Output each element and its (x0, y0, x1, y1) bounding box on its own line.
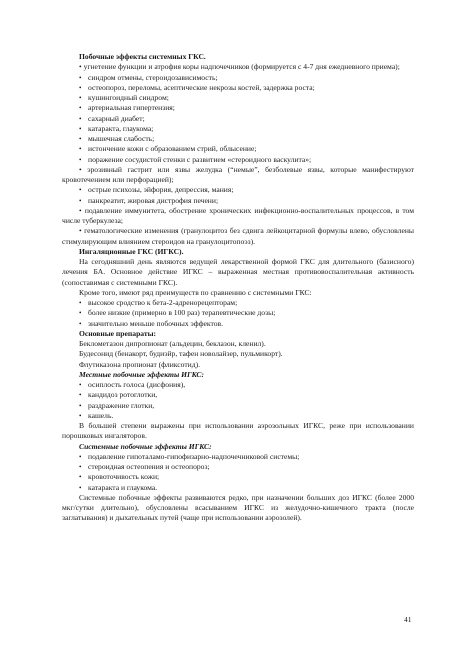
list-item: • осиплость голоса (дисфония), (79, 380, 186, 389)
list-item: • эрозивный гастрит или язвы желудка (“немые”, безболевые язвы, которые манифестируют кровотечением или перфорацией); (62, 164, 414, 184)
list-item: • остеопороз, переломы, асептические некрозы костей, задержка роста; (79, 82, 315, 92)
list-item: • кандидоз ротоглотки, (79, 390, 158, 400)
drug-line: Беклометазон дипропионат (альдецин, беклазон, кленил). (79, 339, 266, 348)
list-item: • панкреатит, жировая дистрофия печени; (79, 195, 219, 205)
list-item: • мышечная слабость; (79, 134, 155, 143)
list-item: • значительно меньше побочных эффектов. (79, 318, 224, 328)
paragraph: Системные побочные эффекты развиваются редко, при назначении больших доз ИГКС (более 2000 мкг/сутки длительно), обусловлены всасыванием ИГКС из желудочно-кишечного тракта (после заглатывания) и дыхательных путей (чаще при использовании аэрозолей). (62, 492, 414, 523)
list-item: • острые психозы, эйфория, депрессия, мания; (79, 185, 234, 195)
list-item: • угнетение функции и атрофия коры надпочечников (формируется с 4-7 дня ежедневного приема); (79, 62, 400, 72)
page-number: 41 (404, 615, 412, 624)
drug-line: Будесонид (бенакорт, будиэйр, тафен новолайзер, пульмикорт). (79, 349, 283, 359)
list-item: • подавление гипоталамо-гипофизарно-надпочечниковой системы; (79, 451, 300, 461)
paragraph: Кроме того, имеют ряд преимуществ по сравнению с системными ГКС: (79, 287, 312, 297)
paragraph: На сегодняшний день являются ведущей лекарственной формой ГКС для длительного (базисного) лечения БА. Основное действие ИГКС – выраженная местная противовоспалительная активность (сопоставимая с системными ГКС). (62, 257, 414, 287)
list-item: • высокое сродство к бета-2-адренорецепторам; (79, 298, 238, 307)
section-heading: Побочные эффекты системных ГКС. (79, 52, 206, 61)
document-body (62, 52, 414, 524)
list-item: • кровоточивость кожи; (79, 472, 160, 482)
list-item: • истончение кожи с образованием стрий, облысение; (79, 144, 257, 154)
list-item: • кушингоидный синдром; (79, 93, 169, 102)
list-item: • артериальная гипертензия; (79, 103, 175, 113)
section-heading: Ингаляционные ГКС (ИГКС). (79, 246, 184, 256)
list-item: • поражение сосудистой стенки с развитием «стероидного васкулита»; (79, 154, 312, 164)
section-heading: Местные побочные эффекты ИГКС: (79, 369, 204, 379)
list-item: • катаракта и глаукома. (79, 482, 158, 492)
section-heading: Основные препараты: (79, 328, 157, 338)
list-item: • подавление иммунитета, обострение хронических инфекционно-воспалительных процессов, в том числе туберкулеза; (62, 205, 415, 225)
paragraph: В большей степени выражены при использовании аэрозольных ИГКС, реже при использовании порошковых ингаляторов. (62, 421, 414, 441)
section-heading: Системные побочные эффекты ИГКС: (79, 441, 212, 451)
list-item: • катаракта, глаукома; (79, 123, 154, 133)
list-item: • кашель. (79, 410, 114, 420)
list-item: • синдром отмены, стероидозависимость; (79, 72, 218, 82)
drug-line: Флутиказона пропионат (фликсотид). (79, 359, 201, 369)
list-item: • более низкие (примерно в 100 раз) терапевтические дозы; (79, 308, 276, 318)
list-item: • гематологические изменения (гранулоцитоз без сдвига лейкоцитарной формулы влево, обусловлены стимулирующим влиянием стероидов на гранулоцитопоэз). (62, 226, 414, 246)
list-item: • раздражение глотки, (79, 400, 155, 410)
list-item: • стероидная остеопения и остеопороз; (79, 462, 210, 471)
list-item: • сахарный диабет; (79, 113, 145, 123)
